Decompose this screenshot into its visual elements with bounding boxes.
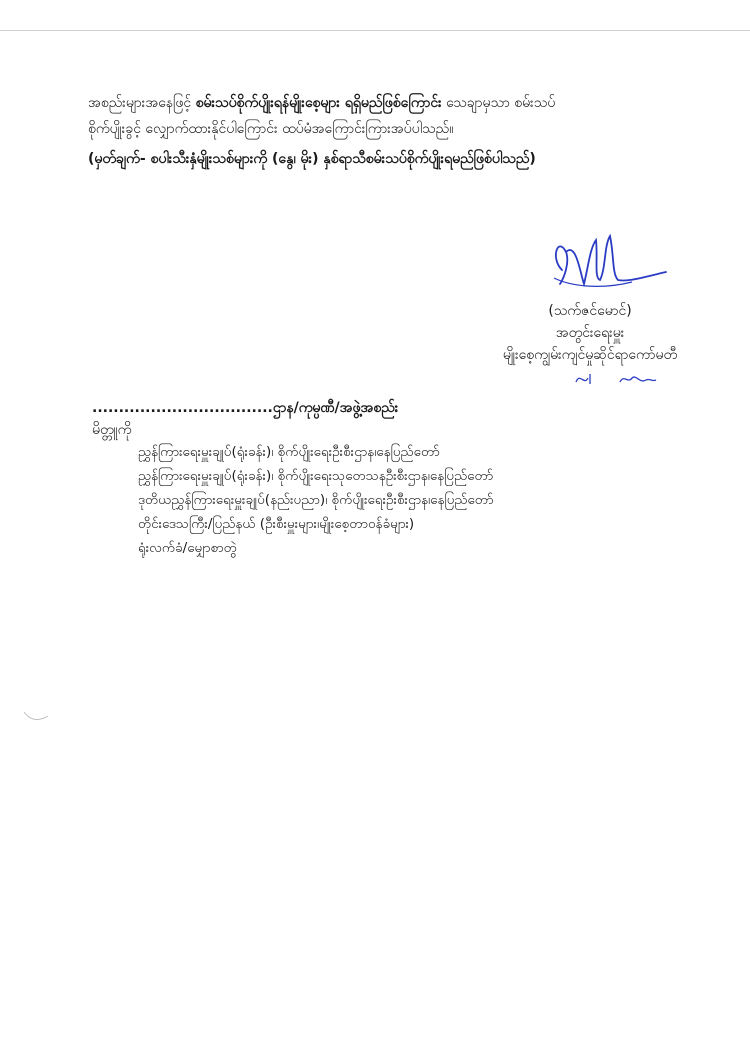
paragraph-bold-phrase: စမ်းသပ်စိုက်ပျိုးရန်မျိုးစေ့များ ရရှိမည်ဖြစ်ကြောင်း <box>195 95 442 111</box>
signatory-committee: မျိုးစေ့ကျွမ်းကျင်မှုဆိုင်ရာကော်မတီ <box>502 347 678 363</box>
distribution-list <box>138 440 494 560</box>
top-divider <box>0 30 750 31</box>
signatory-block <box>480 300 700 366</box>
signature-image <box>540 228 670 298</box>
scan-mark <box>22 708 50 724</box>
paragraph-line-2: စိုက်ပျိုးခွင့် လျှောက်ထားနိုင်ပါကြောင်း ထပ်မံအကြောင်းကြားအပ်ပါသည်။ <box>88 121 454 137</box>
distribution-item: တိုင်းဒေသကြီး/ပြည်နယ် (ဦးစီးမှူးများ၊မျိုးစေ့တာဝန်ခံများ) <box>138 516 415 532</box>
body-paragraph <box>88 90 668 142</box>
distribution-item: ဒုတိယညွှန်ကြားရေးမှူးချုပ်(နည်းပညာ)၊ စိုက်ပျိုးရေးဦးစီးဌာန၊နေပြည်တော် <box>138 492 494 508</box>
signatory-title: အတွင်းရေးမှူး <box>555 325 625 341</box>
distribution-item: ရုံးလက်ခံ/မျှောစာတွဲ <box>138 540 237 556</box>
distribution-item: ညွှန်ကြားရေးမှူးချုပ်(ရုံးခန်း)၊ စိုက်ပျိုးရေးသုတေသနဦးစီးဌာန၊နေပြည်တော် <box>138 468 494 484</box>
note-text: (မှတ်ချက်- စပါးသီးနှံမျိုးသစ်များကို (နွေ၊ မိုး) နှစ်ရာသီစမ်းသပ်စိုက်ပျိုးရမည်ဖြစ်ပါသည်) <box>88 151 536 167</box>
department-line: ..................................ဌာန/ကုမ္ပဏီ/အဖွဲ့အစည်း <box>92 400 399 416</box>
distribution-item: ညွှန်ကြားရေးမှူးချုပ်(ရုံးခန်း)၊ စိုက်ပျိုးရေးဦးစီးဌာန၊နေပြည်တော် <box>138 444 440 460</box>
paragraph-line-1: အစည်းများအနေဖြင့် စမ်းသပ်စိုက်ပျိုးရန်မျိုးစေ့များ ရရှိမည်ဖြစ်ကြောင်း သေချာမှသာ စမ်းသပ် <box>88 95 556 111</box>
copy-to-label: မိတ္တူကို <box>92 422 132 438</box>
signatory-name: (သက်ဇင်မောင်) <box>548 303 632 319</box>
handwritten-initials <box>570 368 660 390</box>
